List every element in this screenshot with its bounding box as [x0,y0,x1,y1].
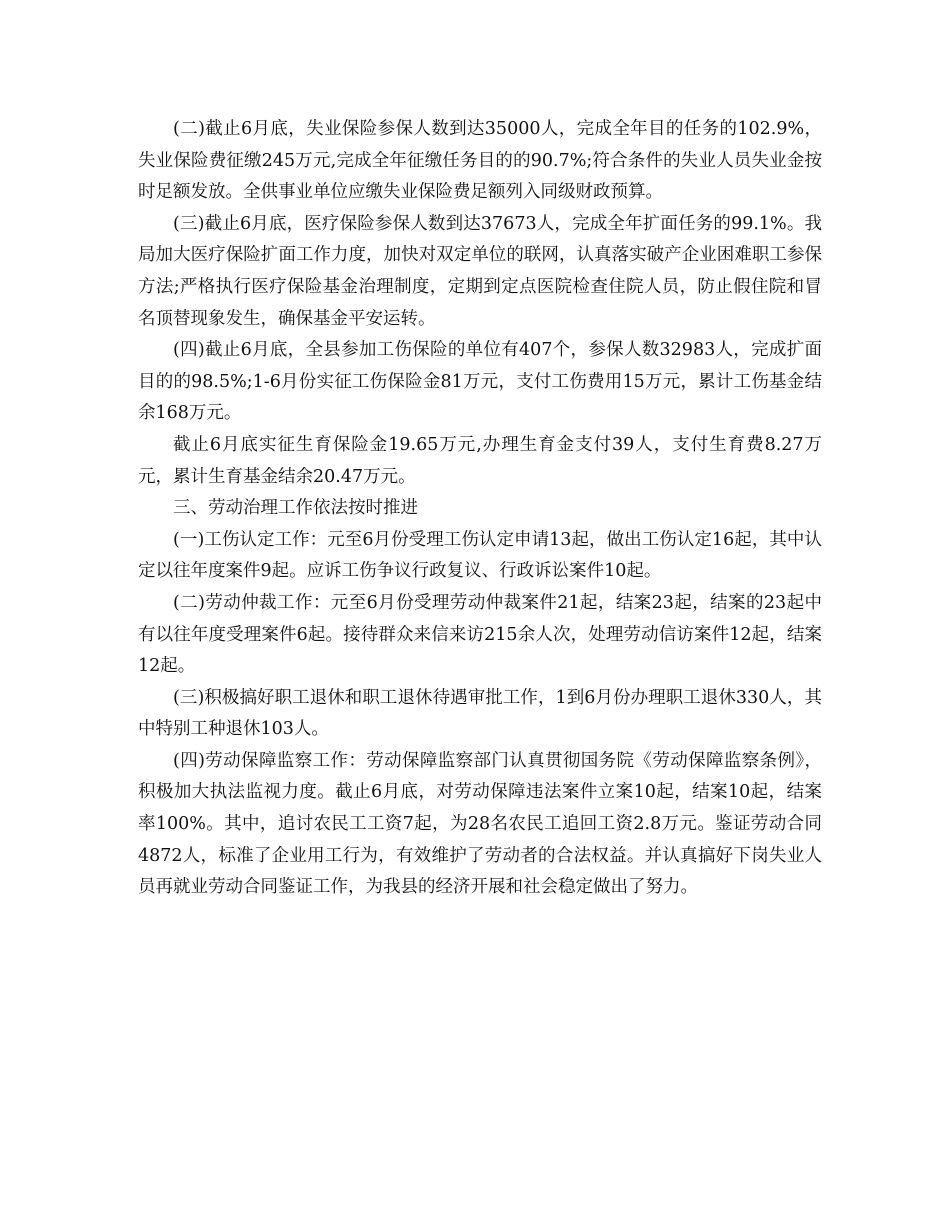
section-heading-labor-management: 三、劳动治理工作依法按时推进 [173,498,418,519]
paragraph-medical-insurance: (三)截止6月底，医疗保险参保人数到达37673人，完成全年扩面任务的99.1%。我局加大医疗保险扩面工作力度，加快对双定单位的联网，认真落实破产企业困难职工参保方法;严格执行医疗保险基金治理制度，定期到定点医院检查住院人员，防止假住院和冒名顶替现象发生，确保基金平安运转。 [138,213,822,329]
paragraph-maternity-insurance: 截止6月底实征生育保险金19.65万元,办理生育金支付39人，支付生育费8.27万元，累计生育基金结余20.47万元。 [138,434,822,487]
paragraph-labor-supervision: (四)劳动保障监察工作：劳动保障监察部门认真贯彻国务院《劳动保障监察条例》，积极加大执法监视力度。截止6月底，对劳动保障违法案件立案10起，结案10起，结案率100%。其中，追讨农民工工资7起，为28名农民工追回工资2.8万元。鉴证劳动合同4872人，标准了企业用工行为，有效维护了劳动者的合法权益。并认真搞好下岗失业人员再就业劳动合同鉴证工作，为我县的经济开展和社会稳定做出了努力。 [138,750,822,898]
paragraph-labor-arbitration: (二)劳动仲裁工作：元至6月份受理劳动仲裁案件21起，结案23起，结案的23起中有以往年度受理案件6起。接待群众来信来访215余人次，处理劳动信访案件12起，结案12起。 [138,592,822,677]
paragraph-work-injury-certification: (一)工伤认定工作：元至6月份受理工伤认定申请13起，做出工伤认定16起，其中认定以往年度案件9起。应诉工伤争议行政复议、行政诉讼案件10起。 [138,529,822,582]
paragraph-work-injury-insurance: (四)截止6月底，全县参加工伤保险的单位有407个，参保人数32983人，完成扩面目的的98.5%;1-6月份实征工伤保险金81万元，支付工伤费用15万元，累计工伤基金结余168万元。 [138,340,822,424]
document-page [138,114,822,904]
paragraph-unemployment-insurance: (二)截止6月底，失业保险参保人数到达35000人，完成全年目的任务的102.9%，失业保险费征缴245万元,完成全年征缴任务目的的90.7%;符合条件的失业人员失业金按时足额发放。全供事业单位应缴失业保险费足额列入同级财政预算。 [138,119,822,203]
paragraph-retirement-approval: (三)积极搞好职工退休和职工退休待遇审批工作，1到6月份办理职工退休330人，其中特别工种退休103人。 [138,687,822,740]
